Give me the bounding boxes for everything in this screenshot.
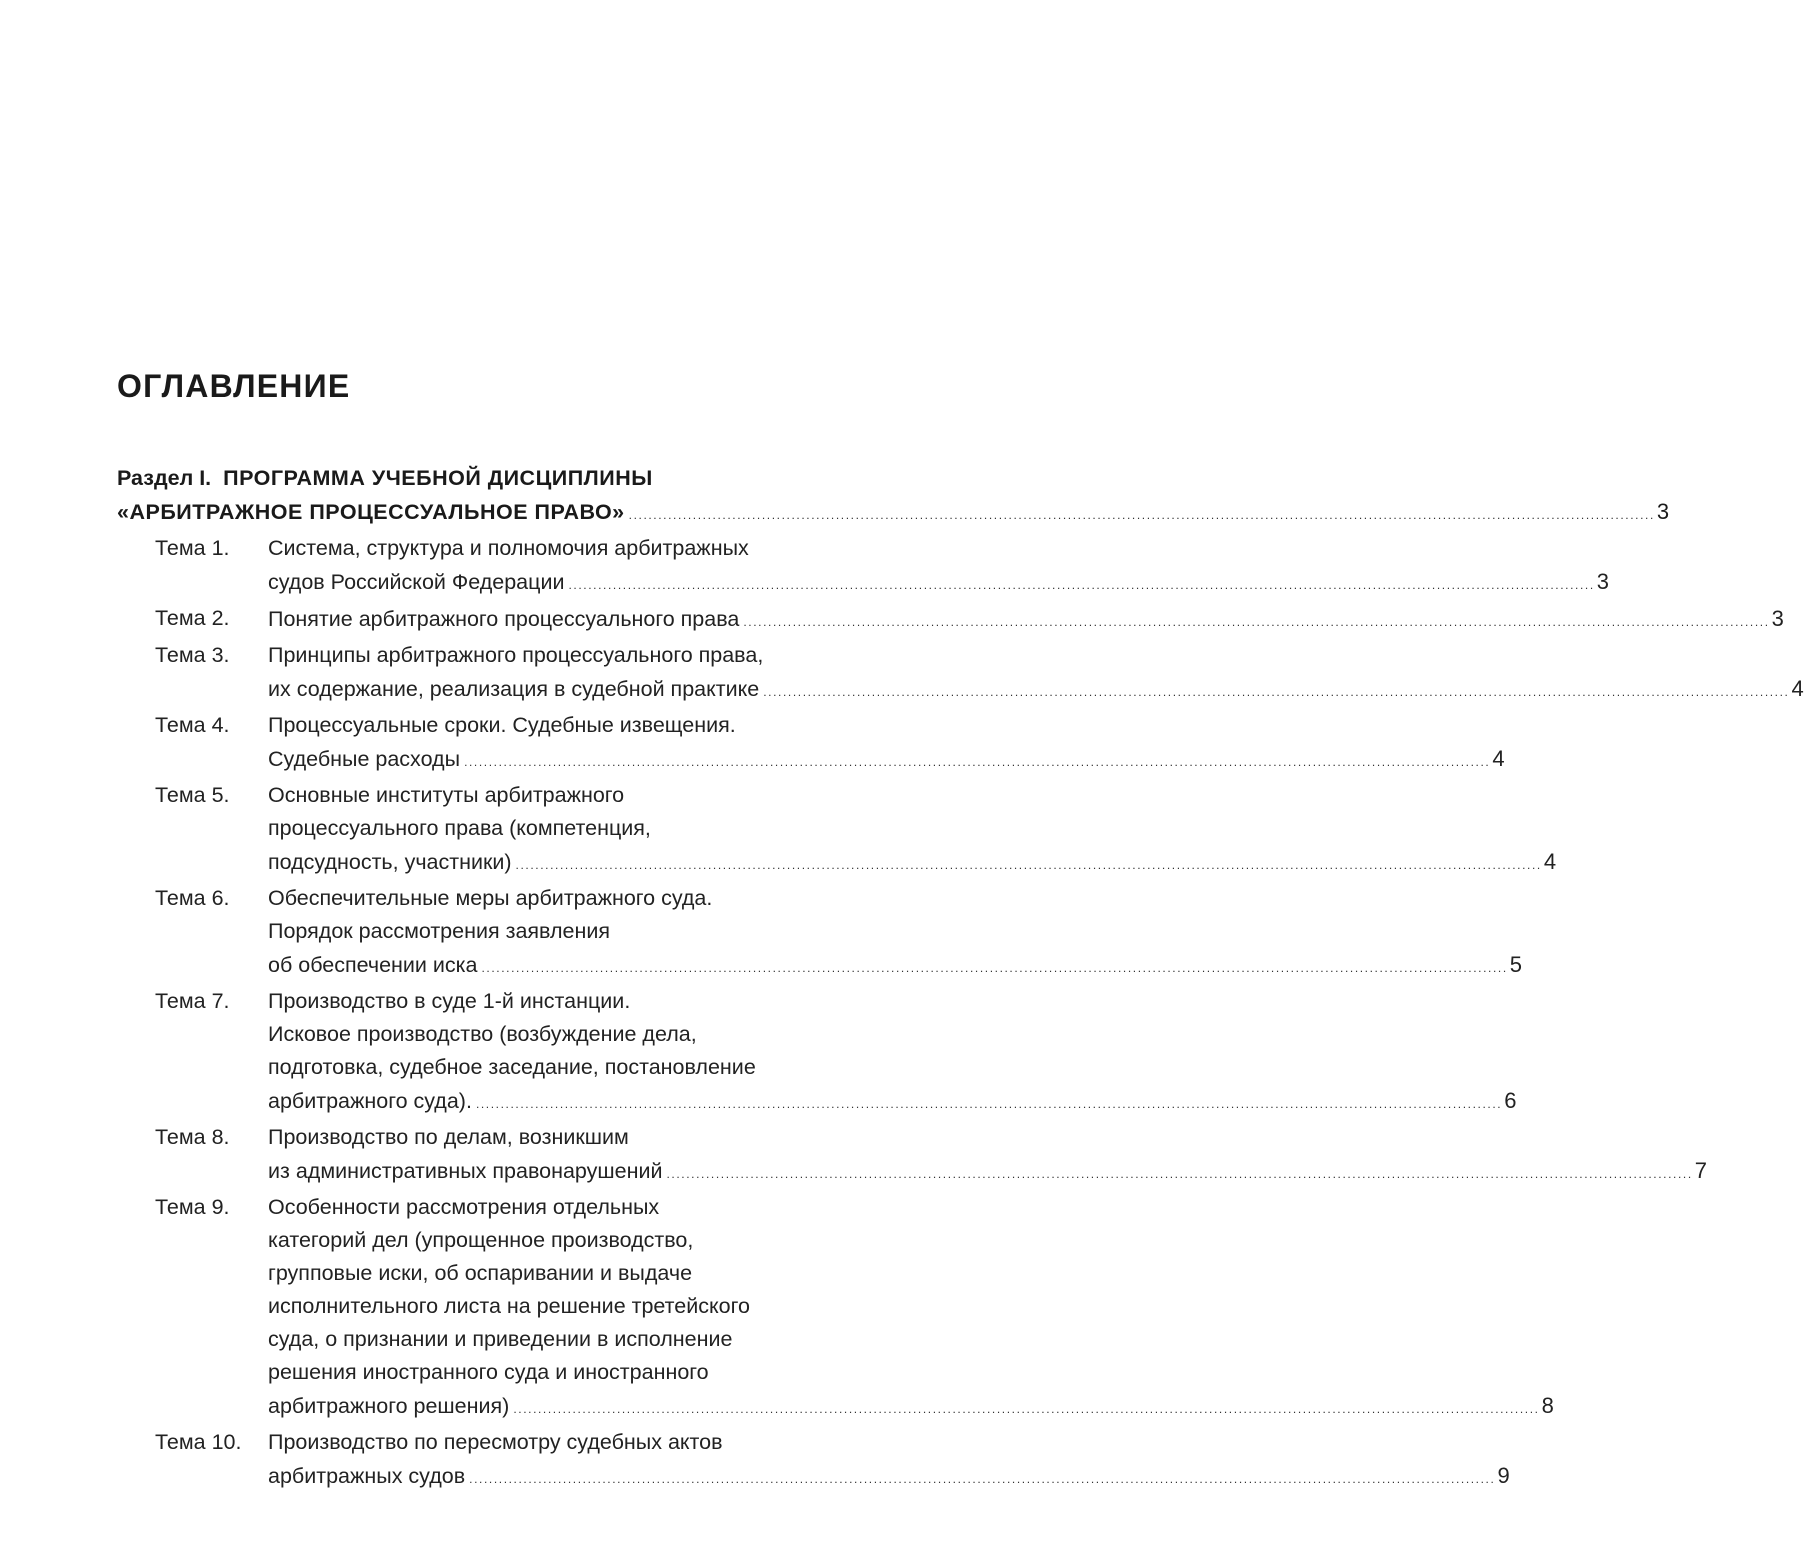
entry-line: Производство по пересмотру судебных актов [268,1430,723,1454]
table-of-contents [117,462,1804,1496]
entry-line: Основные институты арбитражного [268,783,625,807]
dot-leader [743,606,1769,639]
page-number: 5 [1509,952,1523,977]
entry-last-line [268,948,1522,985]
page-number: 4 [1791,676,1804,701]
toc-entries [117,532,1804,1496]
toc-section-1[interactable] [117,462,1670,532]
dot-leader [629,499,1655,532]
entry-last-line-text: из административных правонарушений [268,1159,663,1183]
entry-line: групповые иски, об оспаривании и выдаче [268,1261,693,1285]
entry-number: Тема 7. [155,989,230,1013]
entry-last-line-text: судов Российской Федерации [268,570,565,594]
toc-entry-4[interactable] [117,709,1505,779]
entry-line: подготовка, судебное заседание, постановление [268,1055,756,1079]
entry-last-line-text: арбитражных судов [268,1464,466,1488]
page-number: 3 [1656,499,1670,524]
dot-leader [513,1393,1539,1426]
entry-line: Принципы арбитражного процессуального права, [268,643,764,667]
entry-number: Тема 2. [155,606,230,630]
page-number: 6 [1504,1088,1517,1113]
entry-number: Тема 5. [155,783,230,807]
entry-last-line-text: арбитражного суда). [268,1089,472,1113]
entry-line: процессуального права (компетенция, [268,816,651,840]
entry-last-line-text: подсудность, участники) [268,850,512,874]
dot-leader [469,1463,1495,1496]
entry-last-line-text: арбитражного решения) [268,1394,510,1418]
entry-line: Производство по делам, возникшим [268,1125,629,1149]
dot-leader [482,952,1508,985]
entry-title [268,1121,1707,1191]
page-number: 3 [1596,569,1610,594]
entry-title [268,639,1804,709]
entry-number: Тема 10. [155,1430,242,1454]
toc-entry-9[interactable] [117,1191,1554,1426]
entry-line: суда, о признании и приведении в исполнение [268,1327,733,1351]
entry-number: Тема 3. [155,643,230,667]
entry-last-line-text: Судебные расходы [268,747,461,771]
entry-last-line [268,742,1505,779]
entry-last-line [268,672,1804,709]
entry-title [268,532,1609,602]
entry-line: Исковое производство (возбуждение дела, [268,1022,697,1046]
entry-last-line [268,845,1556,882]
page-title: ОГЛАВЛЕНИЕ [117,368,351,404]
entry-line: исполнительного листа на решение третейского [268,1294,750,1318]
entry-title [268,1191,1554,1426]
page-number: 7 [1694,1158,1708,1183]
toc-entry-8[interactable] [117,1121,1708,1191]
page-number: 4 [1492,746,1505,771]
entry-title [268,602,1784,639]
entry-number: Тема 9. [155,1195,230,1219]
entry-number: Тема 6. [155,886,230,910]
entry-line: Производство в суде 1-й инстанции. [268,989,631,1013]
section-heading-line-1 [117,462,920,495]
page-number: 8 [1541,1393,1554,1418]
entry-last-line-text: об обеспечении иска [268,953,478,977]
toc-entry-6[interactable] [117,882,1523,985]
entry-title [268,779,1556,882]
page-number: 3 [1771,606,1784,631]
entry-title [268,882,1522,985]
entry-title [268,709,1505,779]
toc-entry-10[interactable] [117,1426,1510,1496]
toc-entry-1[interactable] [117,532,1610,602]
entry-line: Система, структура и полномочия арбитражных [268,536,749,560]
dot-leader [666,1158,1692,1191]
entry-title [268,985,1516,1121]
section-label: Раздел I. [117,466,212,490]
entry-number: Тема 8. [155,1125,230,1149]
entry-last-line [268,565,1609,602]
entry-last-line-text: их содержание, реализация в судебной практике [268,677,760,701]
dot-leader [476,1088,1502,1121]
entry-line: Порядок рассмотрения заявления [268,919,611,943]
page-number: 9 [1497,1463,1510,1488]
section-title-line-2: «АРБИТРАЖНОЕ ПРОЦЕССУАЛЬНОЕ ПРАВО» [117,500,625,524]
entry-line: Обеспечительные меры арбитражного суда. [268,886,713,910]
toc-entry-3[interactable] [117,639,1804,709]
entry-line: решения иностранного суда и иностранного [268,1360,709,1384]
entry-last-line [268,1154,1707,1191]
dot-leader [464,746,1490,779]
entry-line: категорий дел (упрощенное производство, [268,1228,694,1252]
entry-line: Процессуальные сроки. Судебные извещения. [268,713,736,737]
section-title-line-1: ПРОГРАММА УЧЕБНОЙ ДИСЦИПЛИНЫ [223,466,653,490]
dot-leader [516,849,1542,882]
dot-leader [568,569,1594,602]
entry-line: Особенности рассмотрения отдельных [268,1195,660,1219]
dot-leader [763,676,1789,709]
entry-number: Тема 4. [155,713,230,737]
toc-entry-7[interactable] [117,985,1517,1121]
toc-entry-5[interactable] [117,779,1557,882]
entry-last-line [268,602,1784,639]
entry-last-line [268,1459,1510,1496]
toc-entry-2[interactable] [117,602,1784,639]
entry-last-line-text: Понятие арбитражного процессуального права [268,607,740,631]
section-heading-line-2 [117,495,1670,532]
entry-number: Тема 1. [155,536,230,560]
entry-last-line [268,1389,1554,1426]
entry-last-line [268,1084,1516,1121]
page-number: 4 [1543,849,1557,874]
entry-title [268,1426,1510,1496]
